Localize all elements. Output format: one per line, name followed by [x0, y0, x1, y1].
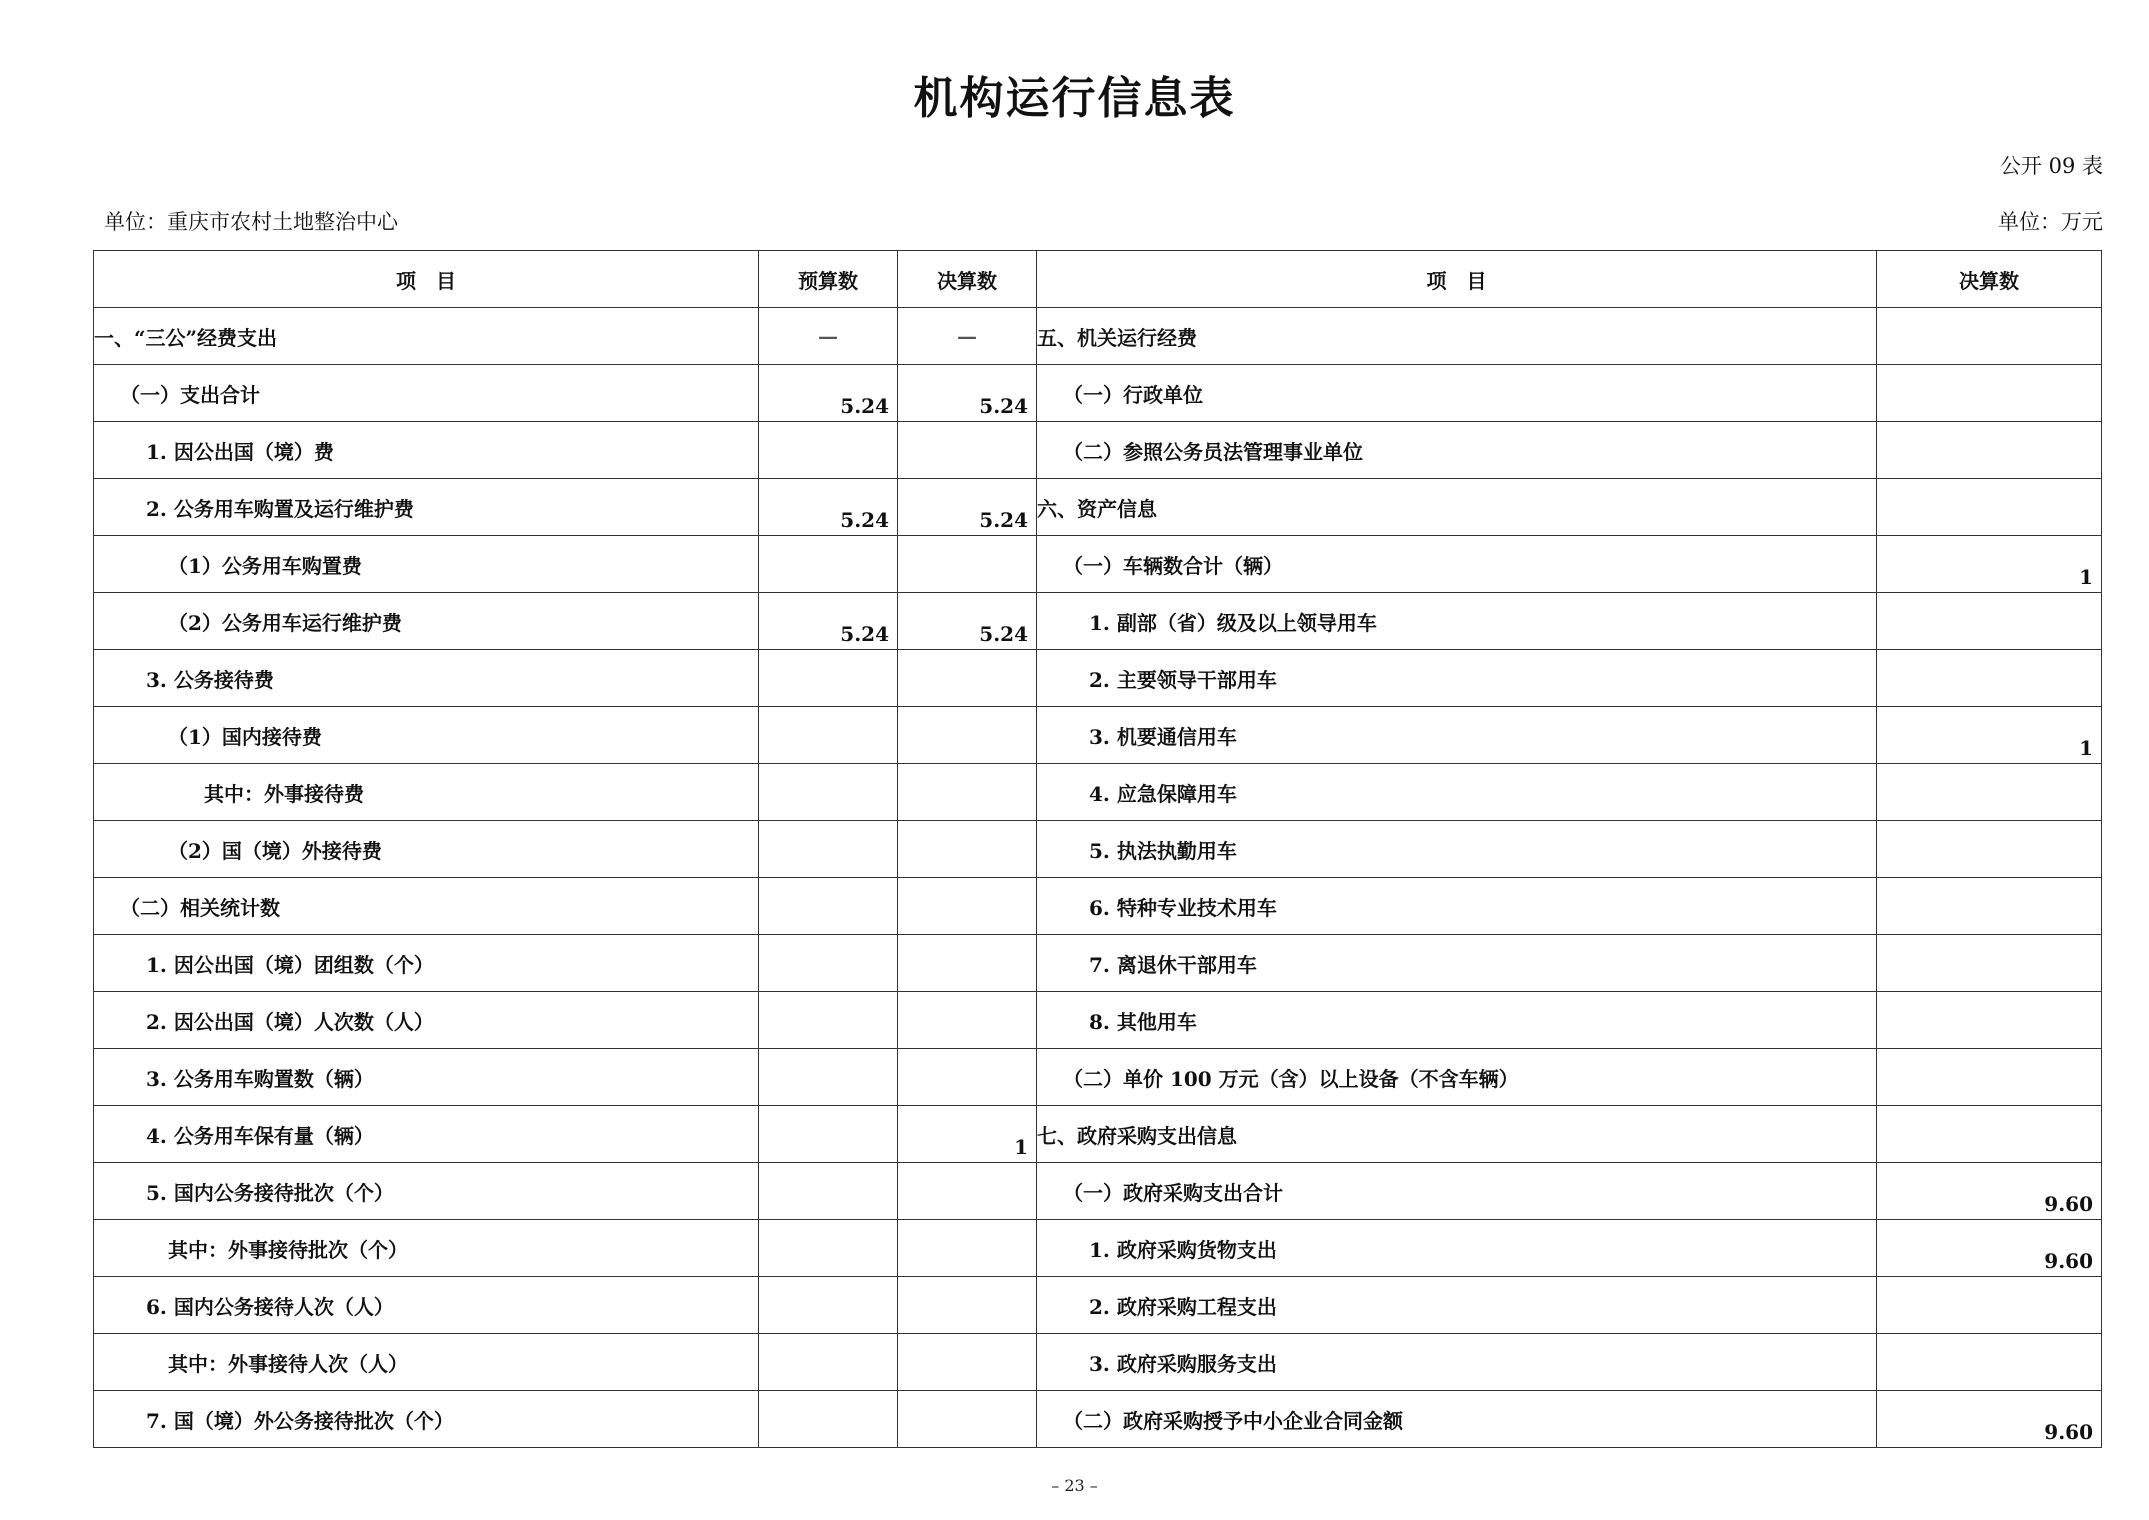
budget-cell [759, 593, 898, 650]
right-item-label: 2. 政府采购工程支出 [1089, 1294, 1277, 1319]
left-item-label: 3. 公务接待费 [146, 667, 274, 692]
left-item-cell [94, 1049, 759, 1106]
left-item-label: 一、“三公”经费支出 [94, 325, 278, 350]
right-item-label: 五、机关运行经费 [1037, 325, 1197, 350]
left-item-label: 7. 国（境）外公务接待批次（个） [146, 1408, 454, 1433]
budget-cell [759, 422, 898, 479]
left-item-cell [94, 536, 759, 593]
final-left-cell [898, 1049, 1037, 1106]
final-right-cell [1877, 821, 2102, 878]
unit-organization: 单位：重庆市农村土地整治中心 [104, 210, 398, 234]
final-left-cell: — [898, 308, 1037, 365]
final-left-value: 5.24 [979, 394, 1028, 418]
budget-cell [759, 1391, 898, 1448]
table-row [94, 707, 2102, 764]
header-item-right: 项 目 [1037, 251, 1877, 308]
right-item-label: （一）行政单位 [1063, 382, 1203, 407]
table-row [94, 1220, 2102, 1277]
right-item-cell [1037, 479, 1877, 536]
table-row [94, 935, 2102, 992]
final-right-value: 1 [2079, 565, 2093, 589]
final-right-cell [1877, 365, 2102, 422]
left-item-cell [94, 308, 759, 365]
table-row [94, 1163, 2102, 1220]
budget-cell [759, 1220, 898, 1277]
left-item-label: 3. 公务用车购置数（辆） [146, 1066, 374, 1091]
right-item-label: （一）车辆数合计（辆） [1063, 553, 1283, 578]
left-item-label: （1）国内接待费 [168, 724, 322, 749]
final-right-cell [1877, 1106, 2102, 1163]
final-left-cell [898, 992, 1037, 1049]
final-left-cell [898, 764, 1037, 821]
left-item-cell [94, 878, 759, 935]
budget-cell [759, 1334, 898, 1391]
budget-cell [759, 992, 898, 1049]
budget-cell [759, 764, 898, 821]
right-item-cell [1037, 1049, 1877, 1106]
budget-cell [759, 821, 898, 878]
right-item-cell [1037, 1163, 1877, 1220]
left-item-label: 5. 国内公务接待批次（个） [146, 1180, 394, 1205]
page-number: – 23 – [1051, 1476, 1098, 1495]
budget-cell: — [759, 308, 898, 365]
header-final-right: 决算数 [1877, 251, 2102, 308]
final-right-cell [1877, 422, 2102, 479]
final-left-cell [898, 1277, 1037, 1334]
budget-cell [759, 479, 898, 536]
final-left-cell [898, 1334, 1037, 1391]
final-right-cell [1877, 1391, 2102, 1448]
left-item-label: 6. 国内公务接待人次（人） [146, 1294, 394, 1319]
right-item-cell [1037, 593, 1877, 650]
final-left-cell [898, 422, 1037, 479]
page-title: 机构运行信息表 [913, 73, 1236, 124]
budget-value: 5.24 [840, 394, 889, 418]
left-item-label: （二）相关统计数 [120, 895, 280, 920]
right-item-cell [1037, 764, 1877, 821]
final-left-cell [898, 1106, 1037, 1163]
right-item-cell [1037, 1391, 1877, 1448]
final-left-cell [898, 1391, 1037, 1448]
final-left-cell [898, 821, 1037, 878]
final-left-cell [898, 593, 1037, 650]
right-item-cell [1037, 1277, 1877, 1334]
right-item-label: 5. 执法执勤用车 [1089, 838, 1237, 863]
table-row [94, 593, 2102, 650]
budget-cell [759, 707, 898, 764]
final-right-cell [1877, 935, 2102, 992]
final-right-cell [1877, 1220, 2102, 1277]
right-item-label: （一）政府采购支出合计 [1063, 1180, 1283, 1205]
right-item-label: （二）参照公务员法管理事业单位 [1063, 439, 1363, 464]
table-row [94, 536, 2102, 593]
right-item-cell [1037, 650, 1877, 707]
right-item-label: 3. 政府采购服务支出 [1089, 1351, 1277, 1376]
right-item-cell [1037, 878, 1877, 935]
table-row [94, 1106, 2102, 1163]
left-item-cell [94, 1106, 759, 1163]
left-item-label: 其中：外事接待费 [204, 781, 364, 806]
right-item-label: 3. 机要通信用车 [1089, 724, 1237, 749]
final-right-value: 1 [2079, 736, 2093, 760]
right-item-label: 4. 应急保障用车 [1089, 781, 1237, 806]
unit-currency: 单位：万元 [1998, 210, 2103, 234]
left-item-cell [94, 1163, 759, 1220]
table-row [94, 650, 2102, 707]
left-item-cell [94, 764, 759, 821]
final-right-cell [1877, 1334, 2102, 1391]
final-right-cell [1877, 1163, 2102, 1220]
left-item-cell [94, 1334, 759, 1391]
institution-operation-table [93, 250, 2102, 1448]
right-item-label: 1. 副部（省）级及以上领导用车 [1089, 610, 1377, 635]
table-row [94, 764, 2102, 821]
table-row [94, 1049, 2102, 1106]
table-row [94, 308, 2102, 365]
left-item-label: 2. 因公出国（境）人次数（人） [146, 1009, 434, 1034]
left-item-cell [94, 365, 759, 422]
left-item-cell [94, 1391, 759, 1448]
budget-cell [759, 1277, 898, 1334]
table-row [94, 422, 2102, 479]
left-item-label: （2）公务用车运行维护费 [168, 610, 402, 635]
table-row [94, 1391, 2102, 1448]
table-row [94, 992, 2102, 1049]
budget-cell [759, 365, 898, 422]
final-left-cell [898, 479, 1037, 536]
right-item-label: （二）政府采购授予中小企业合同金额 [1063, 1408, 1403, 1433]
right-item-label: 六、资产信息 [1037, 496, 1157, 521]
final-right-cell [1877, 707, 2102, 764]
final-right-value: 9.60 [2044, 1420, 2093, 1444]
table-row [94, 821, 2102, 878]
left-item-label: 2. 公务用车购置及运行维护费 [146, 496, 414, 521]
right-item-cell [1037, 935, 1877, 992]
budget-cell [759, 536, 898, 593]
budget-cell [759, 650, 898, 707]
table-row [94, 1334, 2102, 1391]
budget-cell [759, 1049, 898, 1106]
final-left-cell [898, 878, 1037, 935]
right-item-label: 6. 特种专业技术用车 [1089, 895, 1277, 920]
left-item-label: 1. 因公出国（境）费 [146, 439, 334, 464]
right-item-cell [1037, 821, 1877, 878]
left-item-cell [94, 935, 759, 992]
right-item-cell [1037, 1220, 1877, 1277]
final-left-cell [898, 935, 1037, 992]
header-item-left: 项 目 [94, 251, 759, 308]
final-right-cell [1877, 536, 2102, 593]
right-item-label: 8. 其他用车 [1089, 1009, 1197, 1034]
header-budget: 预算数 [759, 251, 898, 308]
table-row [94, 365, 2102, 422]
final-right-cell [1877, 1049, 2102, 1106]
budget-cell [759, 878, 898, 935]
left-item-cell [94, 1277, 759, 1334]
right-item-label: 七、政府采购支出信息 [1037, 1123, 1237, 1148]
budget-value: 5.24 [840, 508, 889, 532]
left-item-label: （2）国（境）外接待费 [168, 838, 382, 863]
right-item-label: 2. 主要领导干部用车 [1089, 667, 1277, 692]
budget-cell [759, 935, 898, 992]
left-item-cell [94, 992, 759, 1049]
right-item-cell [1037, 308, 1877, 365]
right-item-label: （二）单价 100 万元（含）以上设备（不含车辆） [1063, 1066, 1519, 1091]
left-item-cell [94, 707, 759, 764]
final-right-value: 9.60 [2044, 1192, 2093, 1216]
left-item-cell [94, 650, 759, 707]
budget-cell [759, 1163, 898, 1220]
final-left-cell [898, 1163, 1037, 1220]
header-final-left: 决算数 [898, 251, 1037, 308]
left-item-label: 其中：外事接待人次（人） [168, 1351, 408, 1376]
form-code: 公开 09 表 [1999, 154, 2103, 178]
final-left-cell [898, 536, 1037, 593]
final-right-cell [1877, 593, 2102, 650]
left-item-label: 1. 因公出国（境）团组数（个） [146, 952, 434, 977]
left-item-label: （一）支出合计 [120, 382, 260, 407]
right-item-label: 7. 离退休干部用车 [1089, 952, 1257, 977]
right-item-cell [1037, 536, 1877, 593]
left-item-cell [94, 1220, 759, 1277]
final-left-value: 5.24 [979, 622, 1028, 646]
final-right-cell [1877, 308, 2102, 365]
table-row [94, 479, 2102, 536]
left-item-label: （1）公务用车购置费 [168, 553, 362, 578]
left-item-cell [94, 593, 759, 650]
final-left-cell [898, 650, 1037, 707]
final-right-cell [1877, 878, 2102, 935]
left-item-cell [94, 479, 759, 536]
final-left-cell [898, 365, 1037, 422]
right-item-cell [1037, 365, 1877, 422]
final-left-cell [898, 707, 1037, 764]
right-item-cell [1037, 707, 1877, 764]
final-left-value: 5.24 [979, 508, 1028, 532]
right-item-cell [1037, 1106, 1877, 1163]
final-right-cell [1877, 992, 2102, 1049]
table-row [94, 1277, 2102, 1334]
right-item-cell [1037, 422, 1877, 479]
left-item-label: 4. 公务用车保有量（辆） [146, 1123, 374, 1148]
table-header-row [94, 251, 2102, 308]
final-right-value: 9.60 [2044, 1249, 2093, 1273]
final-right-cell [1877, 764, 2102, 821]
left-item-label: 其中：外事接待批次（个） [168, 1237, 408, 1262]
final-right-cell [1877, 1277, 2102, 1334]
budget-value: 5.24 [840, 622, 889, 646]
budget-cell [759, 1106, 898, 1163]
left-item-cell [94, 821, 759, 878]
right-item-cell [1037, 1334, 1877, 1391]
right-item-cell [1037, 992, 1877, 1049]
final-left-cell [898, 1220, 1037, 1277]
final-left-value: 1 [1014, 1135, 1028, 1159]
final-right-cell [1877, 479, 2102, 536]
table-row [94, 878, 2102, 935]
final-right-cell [1877, 650, 2102, 707]
right-item-label: 1. 政府采购货物支出 [1089, 1237, 1277, 1262]
left-item-cell [94, 422, 759, 479]
